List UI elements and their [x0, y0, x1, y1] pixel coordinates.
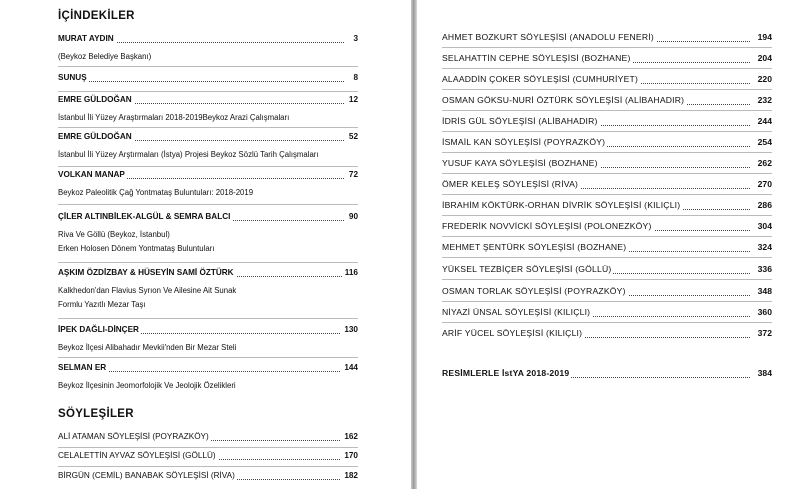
entry-page: 72 — [346, 170, 358, 179]
entry-page: 348 — [755, 286, 772, 296]
entry-page: 254 — [755, 137, 772, 147]
divider — [442, 89, 772, 90]
right-page — [418, 0, 800, 489]
entry-title: İPEK DAĞLI-DİNÇER — [58, 325, 139, 334]
toc-entry — [58, 132, 358, 159]
entry-page: 372 — [755, 328, 772, 338]
divider — [442, 110, 772, 111]
divider — [442, 173, 772, 174]
entry-title: ALAADDİN ÇOKER SÖYLEŞİSİ (CUMHURİYET) — [442, 74, 639, 84]
entry-title: FREDERİK NOVVİCKİ SÖYLEŞİSİ (POLONEZKÖY) — [442, 221, 652, 231]
entry-title: OSMAN GÖKSU-NURİ ÖZTÜRK SÖYLEŞİSİ (ALİBAHADIR) — [442, 95, 685, 105]
entry-title: MEHMET ŞENTÜRK SÖYLEŞİSİ (BOZHANE) — [442, 242, 627, 252]
interview-entry — [442, 328, 772, 341]
interview-entry — [442, 32, 772, 45]
divider — [442, 47, 772, 48]
entry-subtitle: Riva Ve Göllü (Beykoz, İstanbul) — [58, 230, 170, 239]
entry-subtitle: Beykoz İlçesinin Jeomorfolojik Ve Jeolojik Özelikleri — [58, 381, 236, 390]
interview-entry — [442, 53, 772, 66]
toc-entry — [58, 95, 358, 122]
toc-entry — [58, 34, 358, 61]
entry-title: AŞKIM ÖZDİZBAY & HÜSEYİN SAMİ ÖZTÜRK — [58, 268, 234, 277]
interview-entry — [442, 264, 772, 277]
interview-entry — [442, 74, 772, 87]
divider — [58, 204, 358, 205]
toc-entry — [58, 268, 358, 309]
divider — [58, 166, 358, 167]
toc-entry — [58, 325, 358, 352]
entry-page: 130 — [341, 325, 358, 334]
entry-subtitle: (Beykoz Belediye Başkanı) — [58, 52, 152, 61]
entry-title: YÜKSEL TEZBİÇER SÖYLEŞİSİ (GÖLLÜ) — [442, 264, 612, 274]
entry-page: 324 — [755, 242, 772, 252]
entry-page: 116 — [342, 268, 358, 277]
entry-title: EMRE GÜLDOĞAN — [58, 132, 132, 141]
entry-title: SELAHATTİN CEPHE SÖYLEŞİSİ (BOZHANE) — [442, 53, 631, 63]
divider — [442, 236, 772, 237]
entry-page: 194 — [755, 32, 772, 42]
interview-entry — [442, 137, 772, 150]
entry-page: 270 — [755, 179, 772, 189]
sections-heading: SÖYLEŞİLER — [58, 408, 134, 420]
divider — [58, 66, 358, 67]
entry-title: ALİ ATAMAN SÖYLEŞİSİ (POYRAZKÖY) — [58, 432, 209, 441]
entry-title: VOLKAN MANAP — [58, 170, 125, 179]
entry-page: 360 — [755, 307, 772, 317]
entry-subtitle: İstanbul İli Yüzey Araştırmaları 2018-2019Beykoz Arazi Çalışmaları — [58, 113, 290, 122]
entry-title: BİRGÜN (CEMİL) BANABAK SÖYLEŞİSİ (RİVA) — [58, 471, 235, 480]
entry-subtitle: İstanbul İli Yüzey Arştırmaları (İstya) Projesi Beykoz Sözlü Tarih Çalışmaları — [58, 150, 319, 159]
entry-subtitle: Kalkhedon'dan Flavius Syrıon Ve Ailesine Ait Sunak — [58, 286, 237, 295]
entry-title: ÖMER KELEŞ SÖYLEŞİSİ (RİVA) — [442, 179, 579, 189]
entry-page: 182 — [341, 471, 358, 480]
entry-title: MURAT AYDIN — [58, 34, 114, 43]
entry-page: 336 — [755, 264, 772, 274]
entry-page: 286 — [755, 200, 772, 210]
divider — [442, 322, 772, 323]
entry-title: RESİMLERLE İstYA 2018-2019 — [442, 368, 570, 378]
entry-page: 3 — [350, 34, 358, 43]
divider — [58, 447, 358, 448]
entry-page: 204 — [755, 53, 772, 63]
divider — [442, 131, 772, 132]
entry-page: 162 — [341, 432, 358, 441]
interview-entry — [442, 242, 772, 255]
entry-title: EMRE GÜLDOĞAN — [58, 95, 132, 104]
divider — [442, 301, 772, 302]
interview-entry — [442, 307, 772, 320]
toc-entry — [58, 212, 358, 253]
entry-title: CELALETTİN AYVAZ SÖYLEŞİSİ (GÖLLÜ) — [58, 451, 216, 460]
entry-title: SELMAN ER — [58, 363, 107, 372]
interview-entry — [442, 200, 772, 213]
entry-page: 304 — [755, 221, 772, 231]
entry-title: OSMAN TORLAK SÖYLEŞİSİ (POYRAZKÖY) — [442, 286, 626, 296]
toc-entry — [58, 170, 358, 197]
interview-entry — [442, 158, 772, 171]
entry-page: 244 — [755, 116, 772, 126]
divider — [442, 215, 772, 216]
interview-entry — [58, 471, 358, 483]
interview-entry — [58, 432, 358, 444]
entry-page: 384 — [755, 368, 772, 378]
entry-subtitle: Beykoz İlçesi Alibahadır Mevkii'nden Bir Mezar Steli — [58, 343, 237, 352]
divider — [58, 357, 358, 358]
entry-title: ARİF YÜCEL SÖYLEŞİSİ (KILIÇLI) — [442, 328, 583, 338]
entry-title: İDRİS GÜL SÖYLEŞİSİ (ALİBAHADIR) — [442, 116, 598, 126]
divider — [442, 194, 772, 195]
entry-page: 220 — [755, 74, 772, 84]
interview-entry — [442, 116, 772, 129]
divider — [58, 127, 358, 128]
book-spine — [411, 0, 417, 489]
toc-entry — [58, 73, 358, 85]
entry-title: SUNUŞ — [58, 73, 87, 82]
toc-heading: İÇİNDEKİLER — [58, 10, 135, 22]
entry-page: 12 — [346, 95, 358, 104]
divider — [442, 68, 772, 69]
entry-page: 8 — [350, 73, 358, 82]
divider — [58, 318, 358, 319]
entry-title: YUSUF KAYA SÖYLEŞİSİ (BOZHANE) — [442, 158, 598, 168]
divider — [442, 152, 772, 153]
toc-entry — [58, 363, 358, 390]
divider — [58, 262, 358, 263]
interview-entry — [442, 221, 772, 234]
interview-entry — [442, 286, 772, 299]
entry-page: 90 — [346, 212, 358, 221]
entry-page: 262 — [755, 158, 772, 168]
entry-subtitle: Formlu Yazıtlı Mezar Taşı — [58, 300, 146, 309]
entry-subtitle: Erken Holosen Dönem Yontmataş Buluntuları — [58, 244, 215, 253]
entry-title: ÇİLER ALTINBİLEK-ALGÜL & SEMRA BALCI — [58, 212, 231, 221]
entry-page: 52 — [346, 132, 358, 141]
entry-title: NİYAZİ ÜNSAL SÖYLEŞİSİ (KILIÇLI) — [442, 307, 591, 317]
divider — [58, 91, 358, 92]
interview-entry — [442, 95, 772, 108]
divider — [442, 257, 772, 258]
divider — [442, 279, 772, 280]
photos-entry — [442, 368, 772, 381]
entry-title: AHMET BOZKURT SÖYLEŞİSİ (ANADOLU FENERİ) — [442, 32, 654, 42]
entry-subtitle: Beykoz Paleolitik Çağ Yontmataş Buluntuları: 2018-2019 — [58, 188, 254, 197]
interview-entry — [442, 179, 772, 192]
entry-page: 170 — [341, 451, 358, 460]
divider — [58, 466, 358, 467]
entry-page: 232 — [755, 95, 772, 105]
entry-page: 144 — [341, 363, 358, 372]
entry-title: İSMAİL KAN SÖYLEŞİSİ (POYRAZKÖY) — [442, 137, 606, 147]
interview-entry — [58, 451, 358, 463]
entry-title: İBRAHİM KÖKTÜRK-ORHAN DİVRİK SÖYLEŞİSİ (KILIÇLI) — [442, 200, 681, 210]
